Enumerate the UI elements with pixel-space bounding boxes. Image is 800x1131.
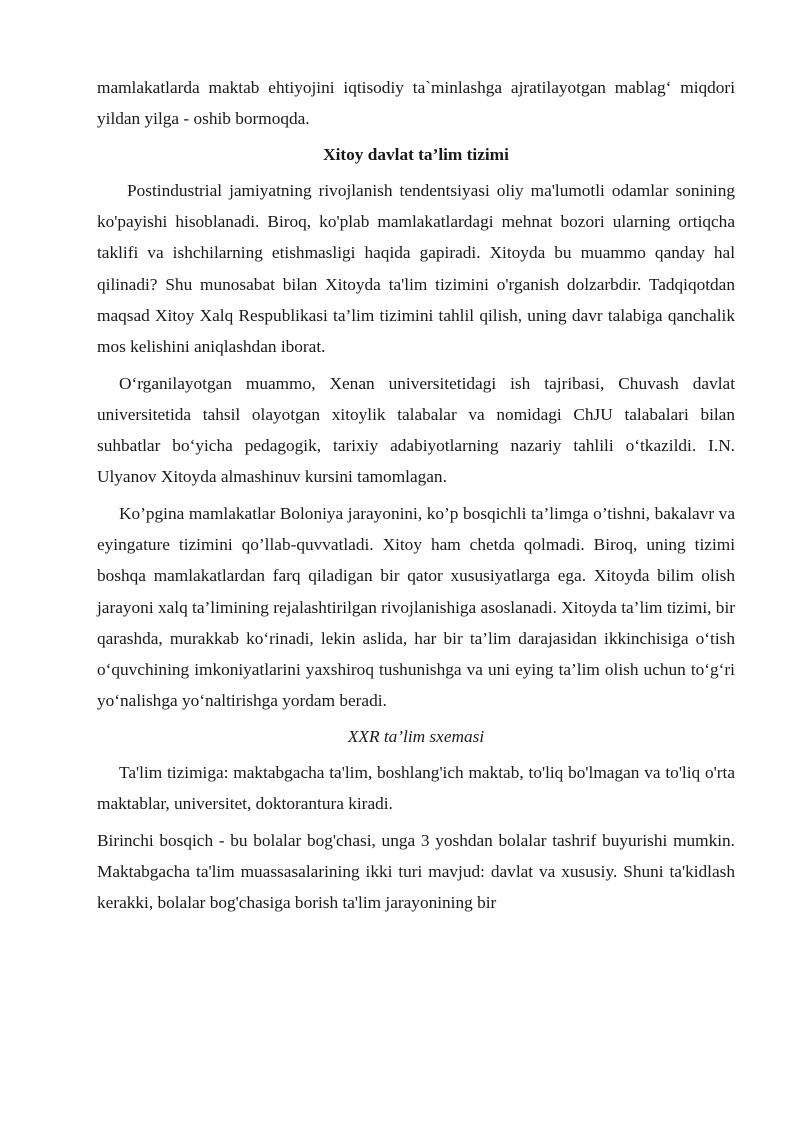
figure-caption: XXR ta’lim sxemasi xyxy=(347,726,485,746)
paragraph-2: O‘rganilayotgan muammo, Xenan universitetidagi ish tajribasi, Chuvash davlat universitetida tahsil olayotgan xitoylik talabalar va nomidagi ChJU talabalari bilan suhbatlar bo‘yicha pedagogik, tarixiy adabiyotlarning nazariy tahlili o‘tkazildi. I.N. Ulyanov Xitoyda almashinuv kursini tamomlagan. xyxy=(97,373,735,487)
paragraph-4: Ta'lim tizimiga: maktabgacha ta'lim, boshlang'ich maktab, to'liq bo'lmagan va to'liq o'rta maktablar, universitet, doktorantura kiradi. xyxy=(97,762,735,814)
paragraph-5: Birinchi bosqich - bu bolalar bog'chasi, unga 3 yoshdan bolalar tashrif buyurishi mumkin. Maktabgacha ta'lim muassasalarining ikki turi mavjud: davlat va xususiy. Shuni ta'kidlash kerakki, bolalar bog'chasiga borish ta'lim jarayonining bir xyxy=(97,831,735,913)
section-heading: Xitoy davlat ta’lim tizimi xyxy=(323,145,509,165)
document-body xyxy=(97,72,735,918)
paragraph-1: Postindustrial jamiyatning rivojlanish tendentsiyasi oliy ma'lumotli odamlar sonining ko'payishi hisoblanadi. Biroq, ko'plab mamlakatlardagi mehnat bozori ularning ortiqcha taklifi va ishchilarning etishmasligi haqida gapiradi. Xitoyda bu muammo qanday hal qilinadi? Shu munosabat bilan Xitoyda ta'lim tizimini o'rganish dolzarbdir. Tadqiqotdan maqsad Xitoy Xalq Respublikasi ta’lim tizimini tahlil qilish, uning davr talabiga qanchalik mos kelishini aniqlashdan iborat. xyxy=(97,181,735,356)
intro-paragraph: mamlakatlarda maktab ehtiyojini iqtisodiy ta`minlashga ajratilayotgan mablag‘ miqdori yildan yilga - oshib bormoqda. xyxy=(97,78,735,129)
paragraph-3: Ko’pgina mamlakatlar Boloniya jarayonini, ko’p bosqichli ta’limga o’tishni, bakalavr va eyingature tizimini qo’llab-quvvatladi. Xitoy ham chetda qolmadi. Biroq, uning tizimi boshqa mamlakatlardan farq qiladigan bir qator xususiyatlarga ega. Xitoyda bilim olish jarayoni xalq ta’limining rejalashtirilgan rivojlanishiga asoslanadi. Xitoyda ta’lim tizimi, bir qarashda, murakkab ko‘rinadi, lekin aslida, har bir ta’lim darajasidan ikkinchisiga o‘tish o‘quvchining imkoniyatlarini yaxshiroq tushunishga va uni eying ta’lim olish uchun to‘g‘ri yo‘nalishga yo‘naltirishga yordam beradi. xyxy=(97,504,735,710)
